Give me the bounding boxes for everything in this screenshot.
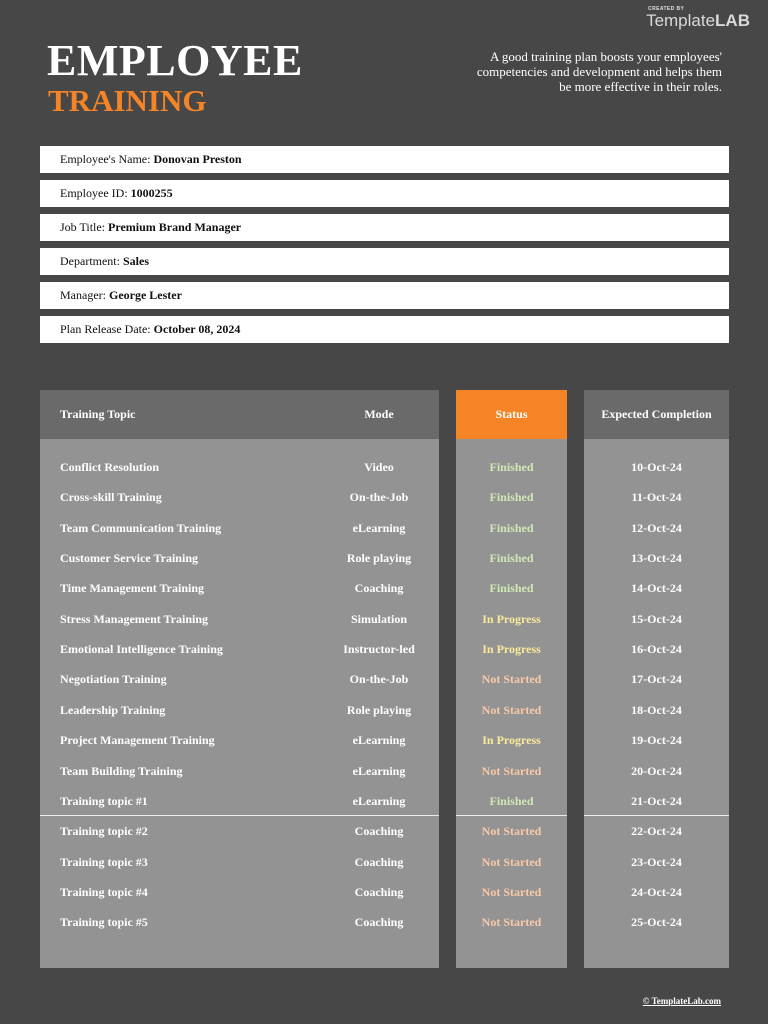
cell-status: Not Started [481, 824, 542, 838]
cell-expected-completion: 19-Oct-24 [631, 733, 682, 747]
info-employee-id [40, 180, 729, 207]
cell-expected-completion: 13-Oct-24 [631, 551, 682, 565]
cell-mode: On-the-Job [349, 672, 409, 686]
header-mode: Mode [364, 407, 394, 421]
cell-training-topic: Conflict Resolution [60, 460, 159, 474]
intro-line: competencies and development and helps them [476, 64, 722, 79]
cell-expected-completion: 11-Oct-24 [631, 490, 682, 504]
table-row [0, 820, 768, 842]
cell-status: Not Started [481, 703, 542, 717]
cell-training-topic: Time Management Training [60, 581, 204, 595]
table-row [0, 790, 768, 812]
cell-mode: Coaching [354, 915, 404, 929]
table-row [0, 699, 768, 721]
cell-training-topic: Training topic #3 [60, 855, 148, 869]
info-label: Manager: [60, 288, 106, 302]
table-row [0, 456, 768, 478]
table-row [0, 729, 768, 751]
intro-line: A good training plan boosts your employees' [490, 49, 722, 64]
footer-copyright-link[interactable]: © TemplateLab.com [642, 996, 721, 1006]
cell-training-topic: Training topic #1 [60, 794, 148, 808]
table-row [0, 608, 768, 630]
cell-mode: eLearning [352, 521, 406, 535]
cell-mode: Coaching [354, 885, 404, 899]
table-row [0, 881, 768, 903]
cell-mode: On-the-Job [349, 490, 409, 504]
cell-expected-completion: 23-Oct-24 [631, 855, 682, 869]
cell-training-topic: Customer Service Training [60, 551, 198, 565]
cell-training-topic: Emotional Intelligence Training [60, 642, 223, 656]
cell-mode: Coaching [354, 581, 404, 595]
cell-status: In Progress [482, 733, 541, 747]
cell-expected-completion: 14-Oct-24 [631, 581, 682, 595]
cell-expected-completion: 17-Oct-24 [631, 672, 682, 686]
cell-expected-completion: 10-Oct-24 [631, 460, 682, 474]
cell-status: Not Started [481, 672, 542, 686]
row-divider [584, 815, 729, 816]
table-header-topic-mode [40, 390, 439, 439]
table-row [0, 911, 768, 933]
info-value: George Lester [108, 288, 182, 302]
info-job-title [40, 214, 729, 241]
page-title-line1: EMPLOYEE [47, 36, 303, 85]
cell-training-topic: Cross-skill Training [60, 490, 162, 504]
cell-status: Finished [489, 460, 534, 474]
cell-training-topic: Training topic #4 [60, 885, 148, 899]
table-row [0, 638, 768, 660]
table-row [0, 486, 768, 508]
page-title-line2: TRAINING [48, 83, 207, 118]
header-training-topic: Training Topic [60, 407, 136, 421]
info-employee-name [40, 146, 729, 173]
info-plan-release-date [40, 316, 729, 343]
info-value: 1000255 [130, 186, 173, 200]
brand-name-bold: LAB [715, 11, 750, 30]
info-label: Plan Release Date: [60, 322, 151, 336]
cell-status: In Progress [482, 612, 541, 626]
brand-created-by: CREATED BY [648, 6, 685, 12]
cell-expected-completion: 15-Oct-24 [631, 612, 682, 626]
cell-status: Finished [489, 521, 534, 535]
cell-status: In Progress [482, 642, 541, 656]
cell-status: Finished [489, 551, 534, 565]
cell-expected-completion: 16-Oct-24 [631, 642, 682, 656]
table-row [0, 668, 768, 690]
cell-expected-completion: 20-Oct-24 [631, 764, 682, 778]
row-divider [456, 815, 567, 816]
info-department [40, 248, 729, 275]
brand-name [646, 12, 750, 29]
info-label: Employee's Name: [60, 152, 151, 166]
cell-mode: Simulation [350, 612, 407, 626]
info-label: Employee ID: [60, 186, 128, 200]
cell-expected-completion: 22-Oct-24 [631, 824, 682, 838]
table-row [0, 577, 768, 599]
cell-status: Finished [489, 794, 534, 808]
cell-status: Finished [489, 490, 534, 504]
cell-expected-completion: 25-Oct-24 [631, 915, 682, 929]
cell-training-topic: Team Building Training [60, 764, 183, 778]
cell-training-topic: Training topic #2 [60, 824, 148, 838]
cell-mode: eLearning [352, 794, 406, 808]
table-row [0, 517, 768, 539]
cell-mode: Coaching [354, 824, 404, 838]
info-manager [40, 282, 729, 309]
cell-training-topic: Project Management Training [60, 733, 215, 747]
cell-mode: Role playing [346, 551, 412, 565]
info-label: Department: [60, 254, 120, 268]
cell-training-topic: Team Communication Training [60, 521, 222, 535]
cell-expected-completion: 12-Oct-24 [631, 521, 682, 535]
intro-line: be more effective in their roles. [559, 79, 722, 94]
brand-logo [646, 6, 750, 29]
header-status: Status [456, 390, 567, 439]
cell-expected-completion: 18-Oct-24 [631, 703, 682, 717]
intro-text [422, 49, 722, 94]
table-row [0, 851, 768, 873]
cell-expected-completion: 24-Oct-24 [631, 885, 682, 899]
info-value: Sales [122, 254, 149, 268]
cell-training-topic: Leadership Training [60, 703, 166, 717]
header-expected-completion: Expected Completion [584, 390, 729, 439]
table-row [0, 547, 768, 569]
cell-mode: Instructor-led [343, 642, 415, 656]
cell-status: Not Started [481, 764, 542, 778]
cell-status: Not Started [481, 915, 542, 929]
cell-training-topic: Stress Management Training [60, 612, 209, 626]
info-value: October 08, 2024 [153, 322, 241, 336]
cell-expected-completion: 21-Oct-24 [631, 794, 682, 808]
info-value: Premium Brand Manager [108, 220, 242, 234]
table-row [0, 760, 768, 782]
cell-status: Not Started [481, 855, 542, 869]
info-label: Job Title: [60, 220, 106, 234]
row-divider [40, 815, 439, 816]
brand-name-light: Template [646, 11, 716, 30]
info-value: Donovan Preston [153, 152, 242, 166]
cell-status: Finished [489, 581, 534, 595]
cell-training-topic: Training topic #5 [60, 915, 148, 929]
cell-mode: eLearning [352, 733, 406, 747]
cell-mode: Coaching [354, 855, 404, 869]
cell-status: Not Started [481, 885, 542, 899]
cell-mode: eLearning [352, 764, 406, 778]
cell-training-topic: Negotiation Training [60, 672, 167, 686]
cell-mode: Video [364, 460, 394, 474]
cell-mode: Role playing [346, 703, 412, 717]
